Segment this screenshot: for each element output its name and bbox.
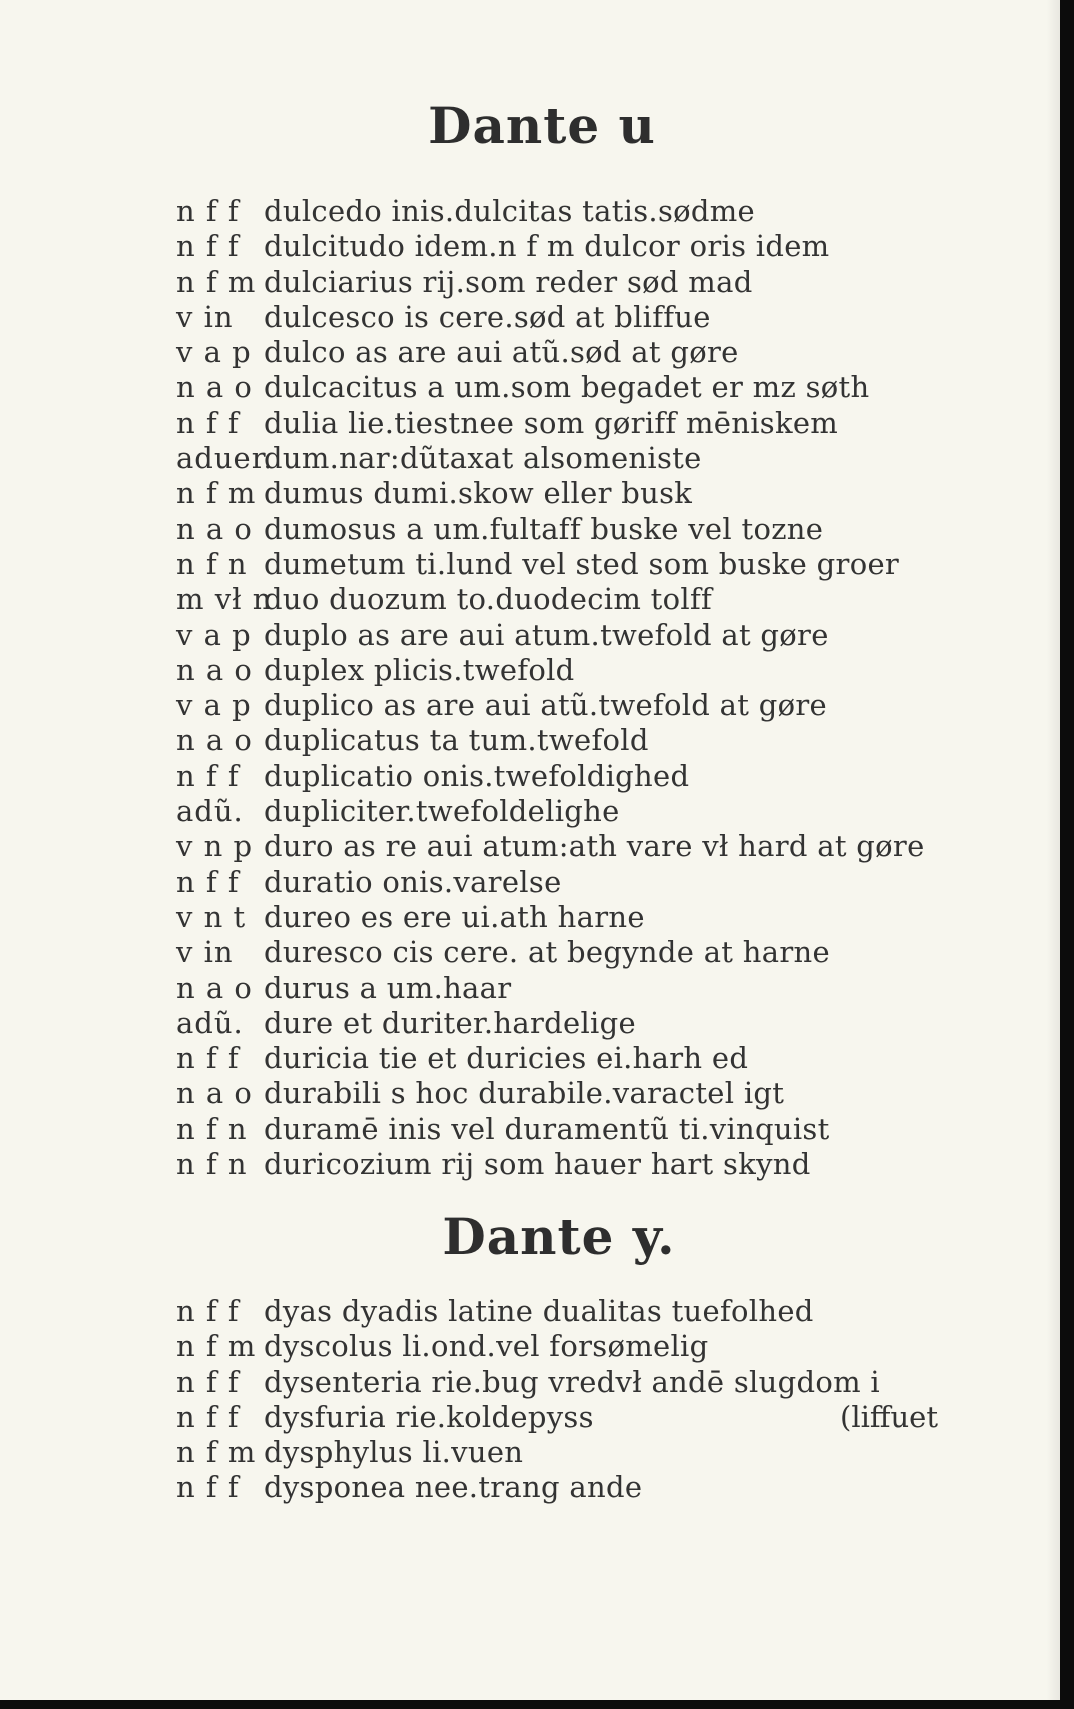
entry-text: duplico as are aui atũ.twefold at gøre	[264, 688, 827, 723]
grammar-code: n f f	[176, 1364, 240, 1399]
dictionary-entry	[176, 194, 936, 229]
entry-text: dyscolus li.ond.vel forsømelig	[264, 1329, 709, 1364]
dictionary-entry	[176, 512, 936, 547]
dictionary-entry	[176, 829, 936, 864]
entry-list-dante-y	[176, 1294, 936, 1506]
grammar-code: n f m	[176, 1435, 257, 1470]
entry-text: duratio onis.varelse	[264, 864, 562, 899]
entry-text: duricozium rij som hauer hart skynd	[264, 1147, 811, 1182]
dictionary-entry	[176, 1006, 936, 1041]
grammar-code: n f n	[176, 546, 248, 581]
entry-text: dupliciter.twefoldelighe	[264, 794, 620, 829]
grammar-code: n f f	[176, 405, 240, 440]
dictionary-entry	[176, 688, 936, 723]
grammar-code: n f n	[176, 1111, 248, 1146]
grammar-code: v a p	[176, 335, 252, 370]
dictionary-entry	[176, 618, 936, 653]
entry-text: duo duozum to.duodecim tolff	[264, 582, 713, 617]
grammar-code: n f f	[176, 229, 240, 264]
dictionary-entry	[176, 794, 936, 829]
grammar-code: n f f	[176, 864, 240, 899]
entry-text: dulcitudo idem.n f m dulcor oris idem	[264, 229, 830, 264]
dictionary-entry	[176, 1076, 936, 1111]
entry-text: dum.nar:dũtaxat alsomeniste	[264, 441, 702, 476]
grammar-code: n f m	[176, 264, 257, 299]
entry-text: duro as re aui atum:ath vare vł hard at gøre	[264, 829, 925, 864]
section-heading-dante-y: Dante y.	[442, 1207, 676, 1266]
dictionary-entry	[176, 300, 936, 335]
grammar-code: aduer.	[176, 441, 274, 476]
dictionary-entry	[176, 370, 936, 405]
grammar-code: n a o	[176, 652, 253, 687]
dictionary-entry	[176, 723, 936, 758]
entry-text: dureo es ere ui.ath harne	[264, 899, 645, 934]
entry-text: dulciarius rij.som reder sød mad	[264, 264, 753, 299]
dictionary-entry	[176, 1470, 936, 1505]
grammar-code: n a o	[176, 511, 253, 546]
grammar-code: v a p	[176, 688, 252, 723]
grammar-code: n f f	[176, 1399, 240, 1434]
dictionary-entry	[176, 1435, 936, 1470]
dictionary-entry	[176, 653, 936, 688]
grammar-code: v n t	[176, 899, 247, 934]
grammar-code: n f m	[176, 1329, 257, 1364]
dictionary-entry	[176, 582, 936, 617]
grammar-code: n a o	[176, 370, 253, 405]
entry-text: dysponea nee.trang ande	[264, 1470, 643, 1505]
entry-text: dumosus a um.fultaff buske vel tozne	[264, 511, 824, 546]
dictionary-entry	[176, 1365, 936, 1400]
entry-text: duplex plicis.twefold	[264, 652, 575, 687]
entry-text: dulcacitus a um.som begadet er mz søth	[264, 370, 870, 405]
grammar-code: m vł n	[176, 582, 273, 617]
dictionary-entry	[176, 759, 936, 794]
dictionary-entry	[176, 265, 936, 300]
entry-text: dumus dumi.skow eller busk	[264, 476, 693, 511]
dictionary-entry	[176, 476, 936, 511]
dictionary-entry	[176, 1400, 936, 1435]
grammar-code: n f f	[176, 1294, 240, 1328]
dictionary-entry	[176, 441, 936, 476]
grammar-code: v n p	[176, 829, 254, 864]
dictionary-entry	[176, 547, 936, 582]
entry-text: durabili s hoc durabile.varactel igt	[264, 1076, 785, 1111]
entry-text: dysphylus li.vuen	[264, 1435, 524, 1470]
entry-text: duresco cis cere. at begynde at harne	[264, 935, 830, 970]
entry-text: dure et duriter.hardelige	[264, 1005, 636, 1040]
entry-text: dulcedo inis.dulcitas tatis.sødme	[264, 194, 756, 228]
page-edge-shadow	[1046, 0, 1060, 1700]
entry-text: duramē inis vel duramentũ ti.vinquist	[264, 1111, 830, 1146]
dictionary-entry	[176, 935, 936, 970]
dictionary-entry	[176, 229, 936, 264]
grammar-code: n f f	[176, 758, 240, 793]
grammar-code: v a p	[176, 617, 252, 652]
grammar-code: n f f	[176, 1470, 240, 1505]
entry-text: dysenteria rie.bug vredvł andē slugdom i	[264, 1364, 880, 1399]
entry-text: dyas dyadis latine dualitas tuefolhed	[264, 1294, 814, 1328]
entry-text: duplicatus ta tum.twefold	[264, 723, 649, 758]
entry-text: duplicatio onis.twefoldighed	[264, 758, 690, 793]
margin-note: (liffuet	[840, 1399, 938, 1434]
grammar-code: n f f	[176, 1041, 240, 1076]
entry-text: duplo as are aui atum.twefold at gøre	[264, 617, 829, 652]
dictionary-entry	[176, 971, 936, 1006]
grammar-code: v in	[176, 299, 234, 334]
entry-text: duricia tie et duricies ei.harh ed	[264, 1041, 749, 1076]
grammar-code: n f m	[176, 476, 257, 511]
grammar-code: v in	[176, 935, 234, 970]
entry-list-dante-u	[176, 194, 936, 1182]
entry-text: dysfuria rie.koldepyss	[264, 1399, 594, 1434]
entry-text: dulco as are aui atũ.sød at gøre	[264, 335, 739, 370]
section-heading-dante-u: Dante u	[428, 96, 656, 155]
dictionary-entry	[176, 406, 936, 441]
grammar-code: n f f	[176, 194, 240, 228]
dictionary-entry	[176, 1147, 936, 1182]
entry-text: durus a um.haar	[264, 970, 512, 1005]
grammar-code: n a o	[176, 723, 253, 758]
dictionary-entry	[176, 335, 936, 370]
grammar-code: n a o	[176, 1076, 253, 1111]
dictionary-entry	[176, 865, 936, 900]
dictionary-entry	[176, 1112, 936, 1147]
grammar-code: n a o	[176, 970, 253, 1005]
dictionary-entry	[176, 1294, 936, 1329]
entry-text: dulia lie.tiestnee som gøriff mēniskem	[264, 405, 839, 440]
grammar-code: adũ.	[176, 1005, 244, 1040]
dictionary-entry	[176, 1329, 936, 1364]
entry-text: dulcesco is cere.sød at bliffue	[264, 299, 711, 334]
dictionary-entry	[176, 900, 936, 935]
entry-text: dumetum ti.lund vel sted som buske groer	[264, 546, 900, 581]
grammar-code: n f n	[176, 1147, 248, 1182]
dictionary-entry	[176, 1041, 936, 1076]
grammar-code: adũ.	[176, 794, 244, 829]
